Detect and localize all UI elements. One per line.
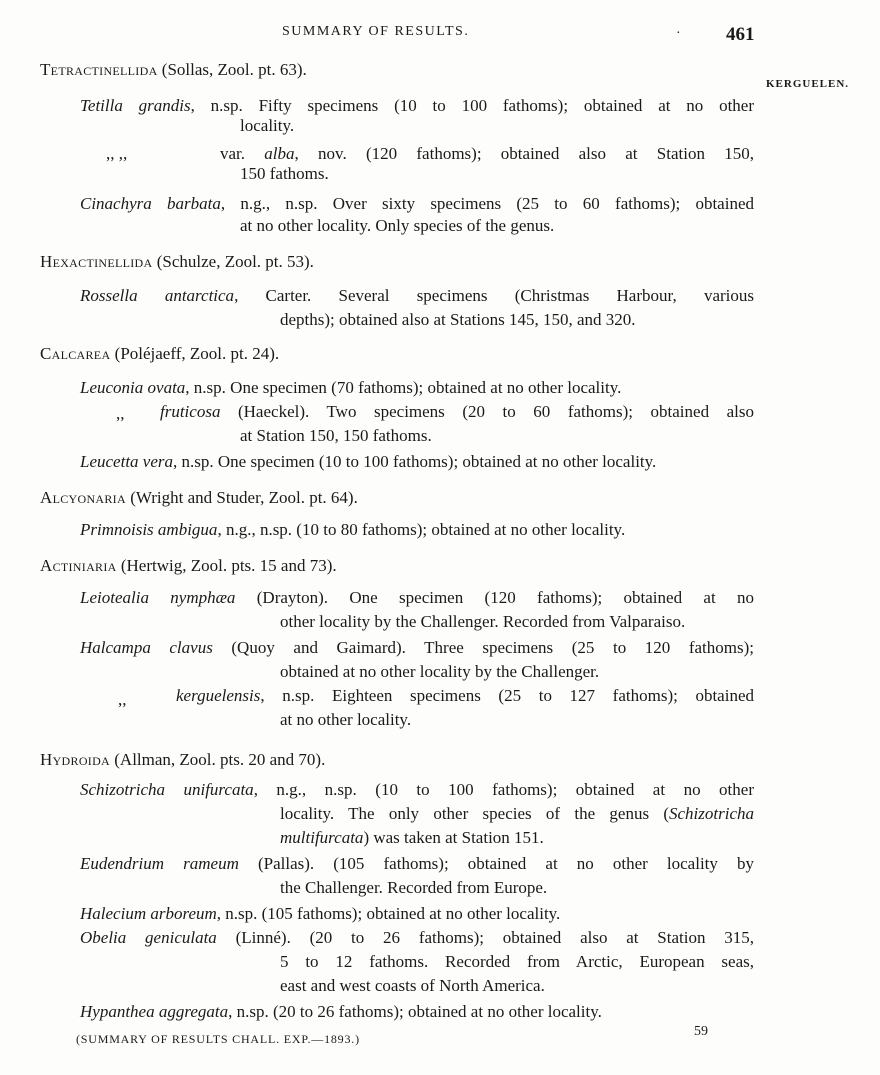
entry-rossella-line1: Rossella antarctica, Carter. Several specimens (Christmas Harbour, various — [80, 286, 754, 305]
entry-leiotealia-line2: other locality by the Challenger. Recorded from Valparaiso. — [280, 612, 686, 631]
margin-note: KERGUELEN. — [766, 78, 850, 90]
entry-fruticosa-line1: fruticosa (Haeckel). Two specimens (20 to 60 fathoms); obtained also — [160, 402, 754, 421]
ditto-marks: ,, ,, — [106, 144, 128, 163]
header-dot: · — [676, 26, 681, 41]
entry-alba-line1: var. alba, nov. (120 fathoms); obtained also at Station 150, — [220, 144, 754, 163]
heading-calcarea: Calcarea (Poléjaeff, Zool. pt. 24). — [40, 344, 280, 363]
species-name: Hypanthea aggregata — [80, 1002, 229, 1021]
entry-obelia-line1: Obelia geniculata (Linné). (20 to 26 fathoms); obtained also at Station 315, — [80, 928, 754, 947]
species-name: Obelia geniculata — [80, 928, 217, 947]
species-name: Leucetta vera — [80, 452, 173, 471]
entry-tetilla-line2: locality. — [240, 116, 295, 135]
heading-tetractinellida: Tetractinellida (Sollas, Zool. pt. 63). — [40, 60, 307, 79]
entry-kerguelensis-line1: kerguelensis, n.sp. Eighteen specimens (25 to 127 fathoms); obtained — [176, 686, 754, 705]
species-name: Schizotricha unifurcata — [80, 780, 254, 799]
footer-imprint: (SUMMARY OF RESULTS CHALL. EXP.—1893.) — [76, 1032, 360, 1046]
ditto-mark: ,, — [116, 404, 125, 423]
entry-eudendrium-line2: the Challenger. Recorded from Europe. — [280, 878, 548, 897]
entry-leucetta: Leucetta vera, n.sp. One specimen (10 to 100 fathoms); obtained at no other locality. — [80, 452, 657, 471]
entry-primnoisis: Primnoisis ambigua, n.g., n.sp. (10 to 80 fathoms); obtained at no other locality. — [80, 520, 626, 539]
species-name: Leuconia ovata — [80, 378, 186, 397]
species-name: kerguelensis — [176, 686, 261, 705]
species-name: Leiotealia nymphæa — [80, 588, 236, 607]
species-name: Tetilla grandis — [80, 96, 191, 115]
species-name: Primnoisis ambigua — [80, 520, 218, 539]
entry-fruticosa-line2: at Station 150, 150 fathoms. — [240, 426, 432, 445]
entry-leiotealia-line1: Leiotealia nymphæa (Drayton). One specimen (120 fathoms); obtained at no — [80, 588, 754, 607]
entry-hypanthea: Hypanthea aggregata, n.sp. (20 to 26 fathoms); obtained at no other locality. — [80, 1002, 602, 1021]
entry-cinachyra-line1: Cinachyra barbata, n.g., n.sp. Over sixty specimens (25 to 60 fathoms); obtained — [80, 194, 754, 213]
entry-schizotricha-line1: Schizotricha unifurcata, n.g., n.sp. (10 to 100 fathoms); obtained at no other — [80, 780, 754, 799]
entry-obelia-line2: 5 to 12 fathoms. Recorded from Arctic, European seas, — [280, 952, 754, 971]
sheet-number: 59 — [694, 1024, 708, 1039]
heading-alcyonaria: Alcyonaria (Wright and Studer, Zool. pt. 64). — [40, 488, 358, 507]
entry-schizotricha-line3: multifurcata) was taken at Station 151. — [280, 828, 544, 847]
entry-kerguelensis-line2: at no other locality. — [280, 710, 412, 729]
species-name: Halecium arboreum — [80, 904, 217, 923]
entry-leuconia: Leuconia ovata, n.sp. One specimen (70 fathoms); obtained at no other locality. — [80, 378, 622, 397]
heading-hydroida: Hydroida (Allman, Zool. pts. 20 and 70). — [40, 750, 326, 769]
entry-schizotricha-line2: locality. The only other species of the genus (Schizotricha — [280, 804, 754, 823]
entry-eudendrium-line1: Eudendrium rameum (Pallas). (105 fathoms); obtained at no other locality by — [80, 854, 755, 873]
heading-actiniaria: Actiniaria (Hertwig, Zool. pts. 15 and 73). — [40, 556, 337, 575]
entry-obelia-line3: east and west coasts of North America. — [280, 976, 545, 995]
species-name: Eudendrium rameum — [80, 854, 239, 873]
entry-tetilla-line1: Tetilla grandis, n.sp. Fifty specimens (10 to 100 fathoms); obtained at no other — [80, 96, 755, 115]
entry-alba-line2: 150 fathoms. — [240, 164, 329, 183]
entry-rossella-line2: depths); obtained also at Stations 145, 150, and 320. — [280, 310, 636, 329]
heading-hexactinellida: Hexactinellida (Schulze, Zool. pt. 53). — [40, 252, 314, 271]
running-title: SUMMARY OF RESULTS. — [282, 24, 470, 39]
page-number: 461 — [726, 24, 755, 45]
species-name: fruticosa — [160, 402, 221, 421]
entry-halcampa-line2: obtained at no other locality by the Challenger. — [280, 662, 600, 681]
entry-cinachyra-line2: at no other locality. Only species of the genus. — [240, 216, 555, 235]
ditto-mark: ,, — [118, 690, 127, 709]
species-name: Halcampa clavus — [80, 638, 213, 657]
entry-halecium: Halecium arboreum, n.sp. (105 fathoms); obtained at no other locality. — [80, 904, 561, 923]
species-name: alba — [264, 144, 295, 163]
species-name: Rossella antarctica — [80, 286, 235, 305]
entry-halcampa-line1: Halcampa clavus (Quoy and Gaimard). Three specimens (25 to 120 fathoms); — [80, 638, 754, 657]
species-name: Cinachyra barbata — [80, 194, 221, 213]
